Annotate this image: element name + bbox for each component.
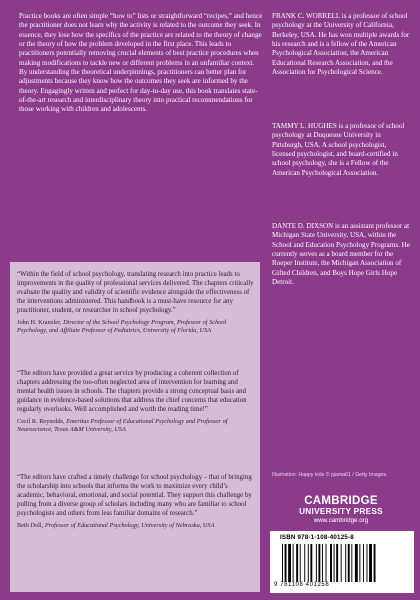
editor-bio: DANTE D. DIXSON is an assistant professor at Michigan State University, USA, within the School and Education Psychology Programs. He currently serves as a board member for the Roeper Institute, the Michigan Association of Gifted Children, and Boys Hope Girls Hope Detroit. xyxy=(272,222,410,287)
isbn-label: ISBN 978-1-108-40125-8 xyxy=(280,534,354,541)
publisher-subname: UNIVERSITY PRESS xyxy=(299,507,383,516)
quote-affiliation: Emeritus Professor of Educational Psychology and Professor of Neuroscience, Texas A&M University, USA xyxy=(17,417,228,433)
quote-text: “The editors have crafted a timely challenge for school psychology – that of bringing the scholarship into schools that informs the work to maximize every child’s academic, behavioral, emotional, and social potential. They support this challenge by pulling from a diverse group of scholars including many who are familiar to school psychologists and others from less familiar domains of research.” xyxy=(17,474,252,517)
publisher-name: CAMBRIDGE xyxy=(304,495,378,507)
quote-affiliation: Director of the School Psychology Program, Professor of School Psychology, and Affiliate Professor of Pediatrics, University of Florida, USA xyxy=(17,318,227,334)
publisher-url[interactable]: www.cambridge.org xyxy=(313,517,369,524)
publisher-logo xyxy=(272,495,410,524)
quote-affiliation: Professor of Educational Psychology, University of Nebraska, USA xyxy=(44,521,215,529)
quote-author: Cecil R. Reynolds, xyxy=(17,417,65,425)
editor-bio: TAMMY L. HUGHES is a professor of school psychology at Duquesne University in Pittsburgh, USA. A school psychologist, licensed psychologist, and board-certified in school psychology, she is a Fellow of the American Psychological Association. xyxy=(272,122,405,177)
endorsement-quote xyxy=(17,474,255,530)
quote-author: John H. Kranzler, xyxy=(17,318,62,326)
quote-text: “The editors have provided a great service by producing a coherent collection of chapters addressing the too-often neglected area of intervention for learning and mental health issues in schools. The chapters provide a strong conceptual basis and guidance in evidence-based solutions that address the chief concerns that education regularly overlooks. Well accomplished and worth the reading time!” xyxy=(17,370,247,413)
quote-attribution xyxy=(17,522,255,530)
editor-bio: FRANK C. WORRELL is a professor of school psychology at the University of California, Berkeley, USA. He has won multiple awards for his research and is a fellow of the American Psychological Association, the American Educational Research Association, and the Association for Psychological Science. xyxy=(272,12,410,77)
endorsement-quote xyxy=(17,370,255,434)
illustration-credit: Illustration: Happy kids © pjama61 / Getty Images. xyxy=(272,472,388,478)
quote-attribution xyxy=(17,319,255,335)
endorsement-quote xyxy=(17,271,255,335)
barcode-icon xyxy=(282,544,406,582)
quote-author: Beth Doll, xyxy=(17,521,44,529)
isbn-barcode-panel xyxy=(270,531,414,593)
barcode-number: 9 781108 401258 xyxy=(274,582,330,588)
book-description: Practice books are often simple “how to” lists or straightforward “recipes,” and hence the practitioner does not learn why the activity is related to the outcome they seek. In essence, they lose how the specifics of the practice are related to the theory of change or the theory of how the problem developed in the first place. This leads to practitioners potentially removing crucial elements of best practice procedures when making modifications to tackle new or different problems in an unfamiliar context. By understanding the theoretical underpinnings, practitioners can better plan for adjustments because they know how the outcomes they seek are informed by the theory. Engagingly written and perfect for day-to-day use, this book translates state-of-the-art research and interdisciplinary theory into practical recommendations for those working with children and adolescents. xyxy=(19,12,263,114)
quote-text: “Within the field of school psychology, translating research into practice leads to improvements in the quality of professional services delivered. The chapters critically evaluate the quality and validity of scientific evidence alongside the effectiveness of the interventions administered. This handbook is a must-have resource for any practitioner, student, or researcher in school psychology.” xyxy=(17,271,254,314)
quote-attribution xyxy=(17,418,255,434)
